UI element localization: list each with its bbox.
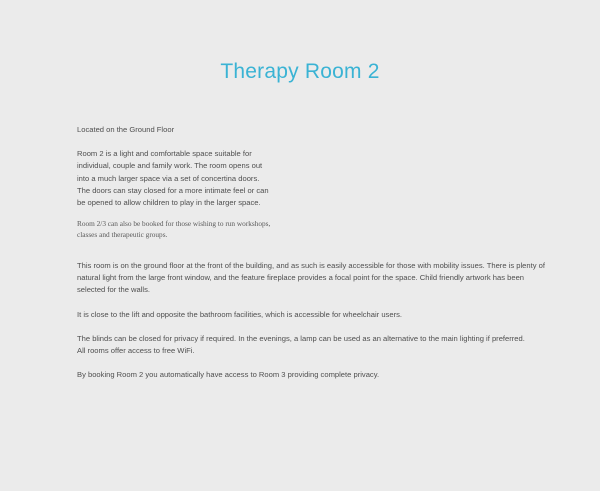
facilities-paragraph: It is close to the lift and opposite the bathroom facilities, which is accessible for wheelchair users. [77,309,402,319]
wifi-text: All rooms offer access to free WiFi. [77,346,195,356]
intro-paragraph: Room 2 is a light and comfortable space suitable for individual, couple and family work. The room opens out into a much larger space via a set of concertina doors. The doors can stay closed for a more intimate feel or can be opened to allow children to play in the larger space. [77,149,269,208]
room-description [77,124,547,381]
room3-paragraph: By booking Room 2 you automatically have access to Room 3 providing complete privacy. [77,370,380,380]
page-title: Therapy Room 2 [220,60,380,83]
booking-note: Room 2/3 can also be booked for those wishing to run workshops, classes and therapeutic groups. [77,219,271,239]
accessibility-paragraph: This room is on the ground floor at the front of the building, and as such is easily accessible for those with mobility issues. There is plenty of natural light from the large front window, and the feature fireplace provides a focal point for the space. Child friendly artwork has been selected for the walls. [77,261,545,295]
location-text: Located on the Ground Floor [77,125,175,134]
privacy-paragraph: The blinds can be closed for privacy if required. In the evenings, a lamp can be used as an alternative to the main lighting if preferred. [77,333,525,343]
